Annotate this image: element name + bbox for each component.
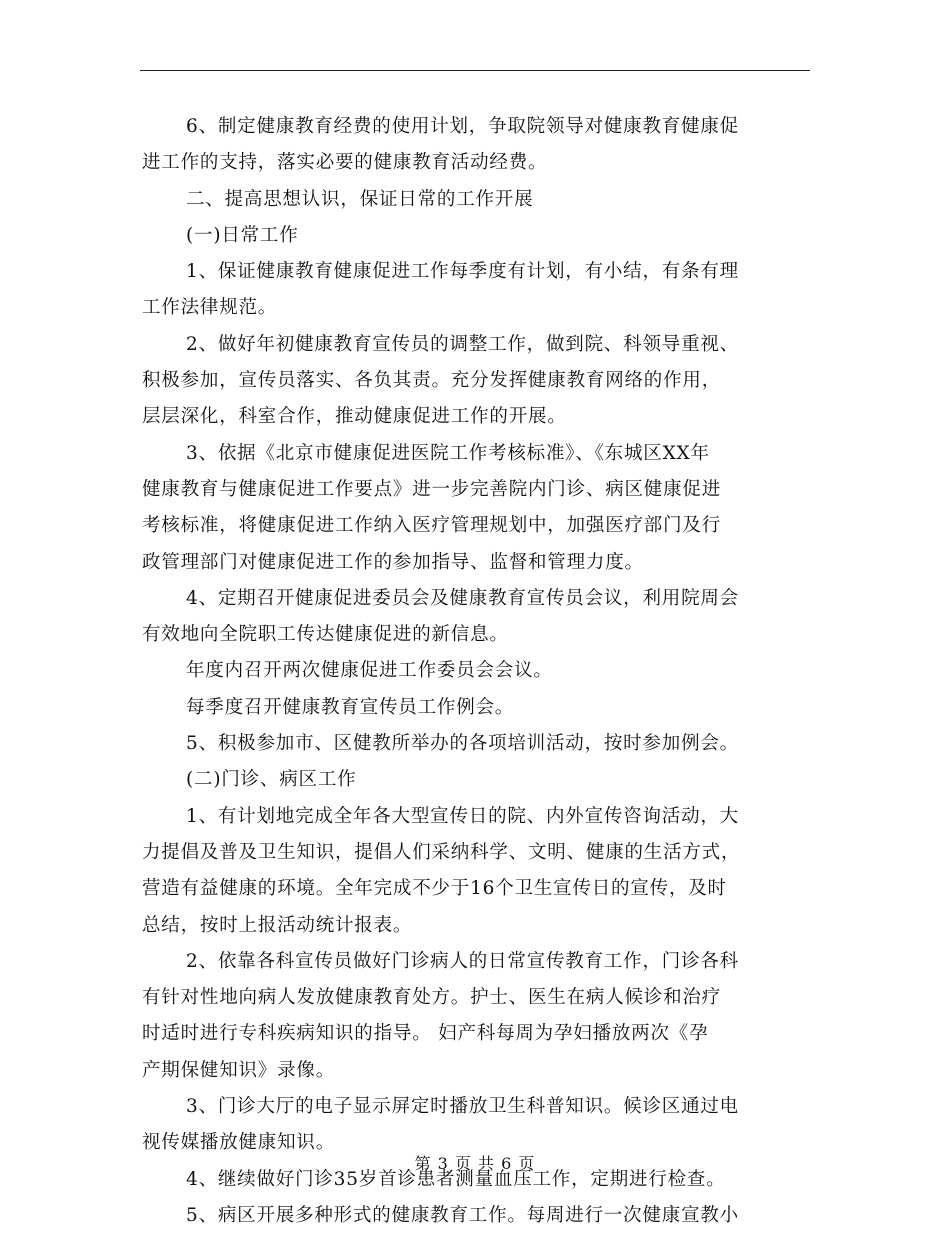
text-line: 力提倡及普及卫生知识，提倡人们采纳科学、文明、健康的生活方式， <box>142 841 741 863</box>
text-line: 6、制定健康教育经费的使用计划，争取院领导对健康教育健康促 <box>186 116 739 137</box>
text-line: 2、做好年初健康教育宣传员的调整工作，做到院、科领导重视、 <box>186 333 739 355</box>
text-line: 3、依据《北京市健康促进医院工作考核标准》、《东城区XX年 <box>186 442 710 464</box>
text-line: 年度内召开两次健康促进工作委员会会议。 <box>186 660 553 682</box>
text-line: 2、依靠各科宣传员做好门诊病人的日常宣传教育工作，门诊各科 <box>186 950 739 972</box>
text-line: 营造有益健康的环境。全年完成不少于16个卫生宣传日的宣传，及时 <box>142 878 727 900</box>
text-line: (二)门诊、病区工作 <box>186 769 357 791</box>
text-line: 有针对性地向病人发放健康教育处方。护士、医生在病人候诊和治疗 <box>142 987 722 1009</box>
text-line: 产期保健知识》录像。 <box>142 1059 336 1081</box>
text-line: 1、保证健康教育健康促进工作每季度有计划，有小结，有条有理 <box>186 261 739 283</box>
text-line: 4、继续做好门诊35岁首诊患者测量血压工作，定期进行检查。 <box>186 1168 726 1190</box>
text-line: 二、提高思想认识，保证日常的工作开展 <box>186 188 534 210</box>
document-body <box>142 109 812 1234</box>
text-line: 时适时进行专科疾病知识的指导。 妇产科每周为孕妇播放两次《孕 <box>142 1023 709 1045</box>
text-line: 5、病区开展多种形式的健康教育工作。每周进行一次健康宣教小 <box>186 1204 739 1226</box>
text-line: 健康教育与健康促进工作要点》进一步完善院内门诊、病区健康促进 <box>142 478 722 500</box>
text-line: 工作法律规范。 <box>142 297 278 319</box>
text-line: 层层深化，科室合作，推动健康促进工作的开展。 <box>142 406 567 428</box>
text-line: 3、门诊大厅的电子显示屏定时播放卫生科普知识。候诊区通过电 <box>186 1096 739 1118</box>
header-rule <box>140 70 810 71</box>
text-line: (一)日常工作 <box>186 224 299 246</box>
text-line: 视传媒播放健康知识。 <box>142 1132 336 1154</box>
text-line: 政管理部门对健康促进工作的参加指导、监督和管理力度。 <box>142 551 644 573</box>
text-line: 1、有计划地完成全年各大型宣传日的院、内外宣传咨询活动，大 <box>186 805 739 827</box>
text-line: 每季度召开健康教育宣传员工作例会。 <box>186 696 515 718</box>
text-line: 5、积极参加市、区健教所举办的各项培训活动，按时参加例会。 <box>186 733 739 755</box>
text-line: 总结，按时上报活动统计报表。 <box>142 914 413 936</box>
text-line: 有效地向全院职工传达健康促进的新信息。 <box>142 624 509 646</box>
page-footer: 第 3 页 共 6 页 <box>414 1154 536 1173</box>
text-line: 4、定期召开健康促进委员会及健康教育宣传员会议，利用院周会 <box>186 587 739 609</box>
text-line: 考核标准，将健康促进工作纳入医疗管理规划中，加强医疗部门及行 <box>142 515 722 537</box>
text-line: 进工作的支持，落实必要的健康教育活动经费。 <box>142 152 548 174</box>
text-line: 积极参加，宣传员落实、各负其责。充分发挥健康教育网络的作用， <box>142 370 722 392</box>
